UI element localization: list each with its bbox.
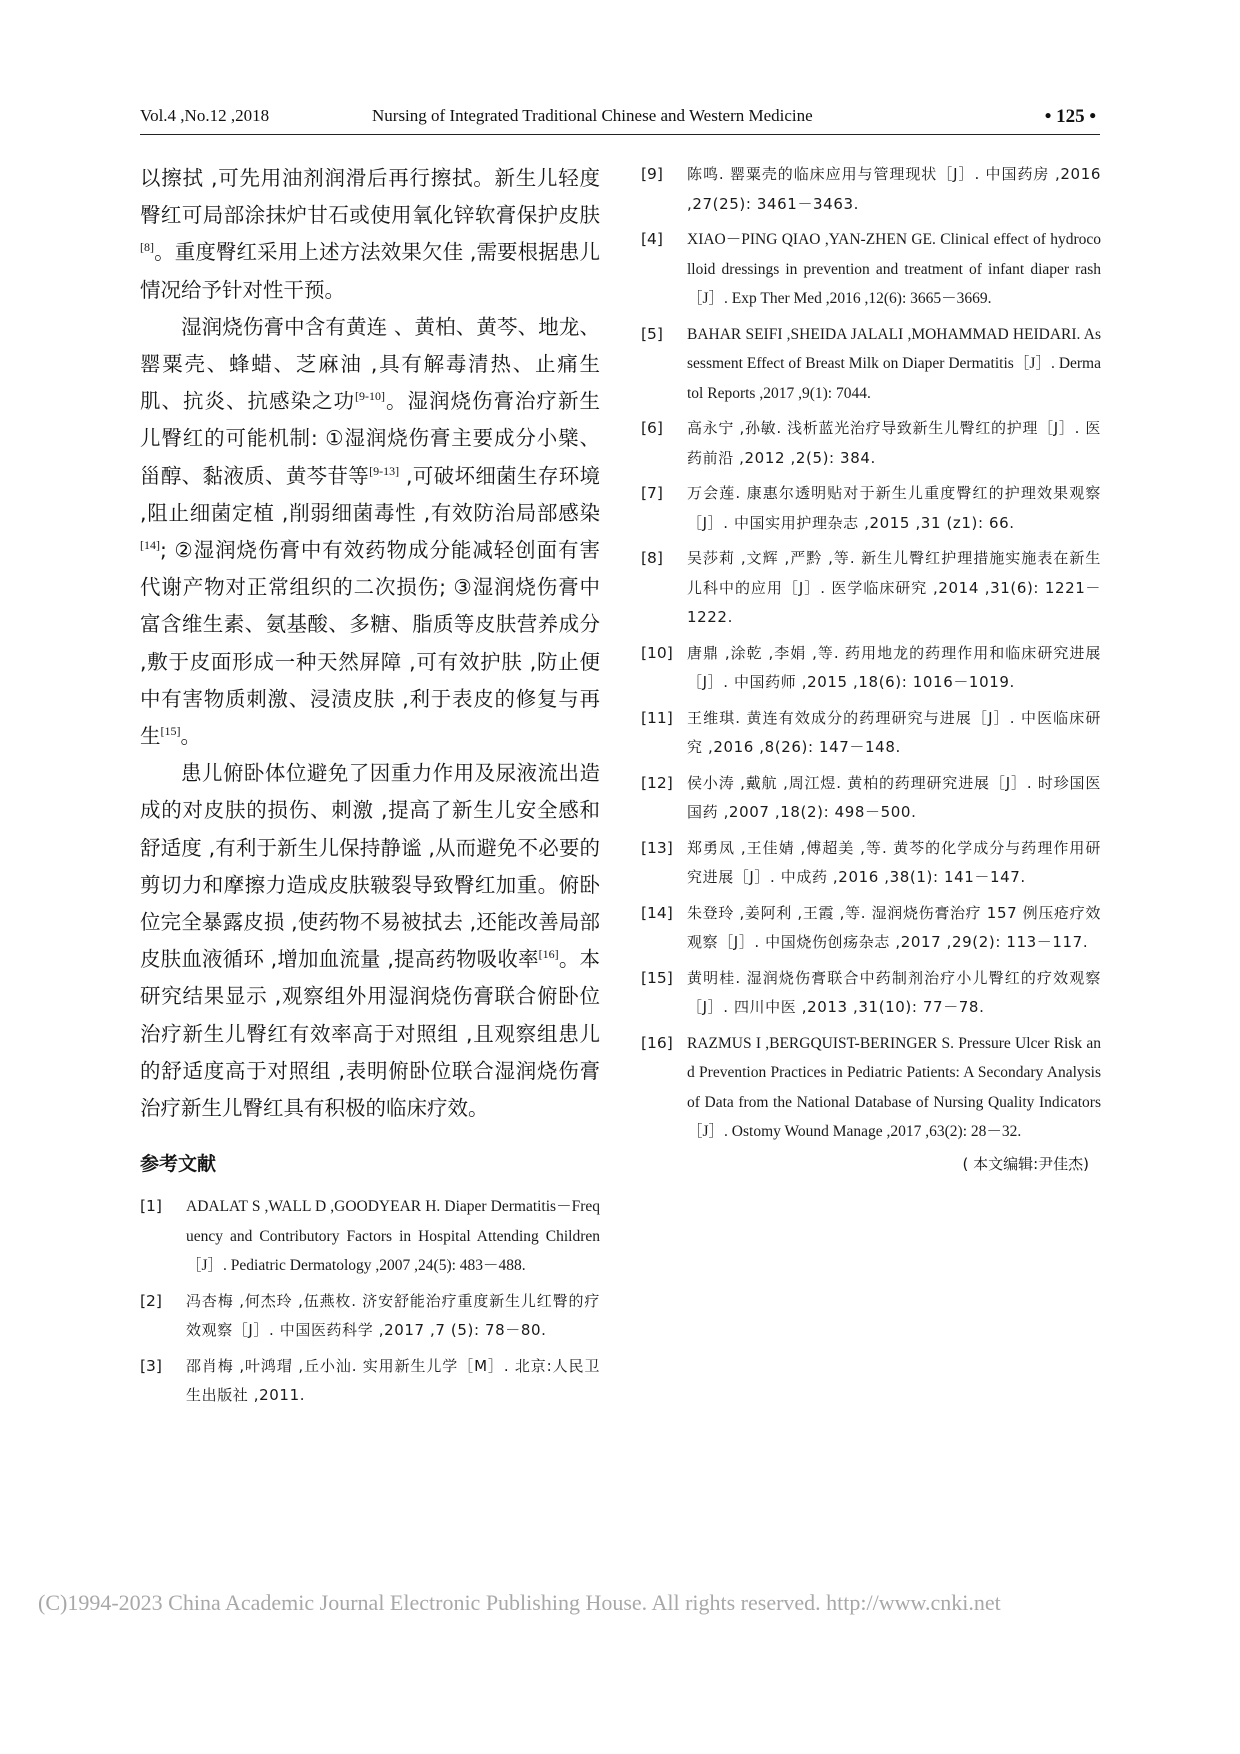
- reference-number: [13]: [641, 838, 673, 857]
- reference-text: 陈鸣. 罂粟壳的临床应用与管理现状［J］. 中国药房 ,2016 ,27(25): 3461－3463.: [687, 165, 1101, 213]
- reference-item: [641, 414, 1101, 473]
- reference-number: [12]: [641, 773, 673, 792]
- reference-number: [9]: [641, 165, 663, 183]
- reference-text: 朱登玲 ,姜阿利 ,王霞 ,等. 湿润烧伤膏治疗 157 例压疮疗效观察［J］. 中国烧伤创疡杂志 ,2017 ,29(2): 113－117.: [687, 903, 1101, 951]
- reference-text: 侯小涛 ,戴航 ,周江煜. 黄柏的药理研究进展［J］. 时珍国医国药 ,2007 ,18(2): 498－500.: [687, 773, 1101, 821]
- editor-note: ( 本文编辑:尹佳杰): [962, 1154, 1089, 1173]
- citation: [9-13]: [369, 463, 400, 478]
- reference-item: [641, 899, 1101, 958]
- reference-number: [16]: [641, 1033, 673, 1052]
- body-paragraph-1: 以擦拭 ,可先用油剂润滑后再行擦拭。新生儿轻度臀红可局部涂抹炉甘石或使用氧化锌软膏保护皮肤[8]。重度臀红采用上述方法效果欠佳 ,需要根据患儿情况给予针对性干预。: [140, 166, 600, 302]
- left-column: [140, 160, 600, 1417]
- reference-number: [15]: [641, 968, 673, 987]
- journal-title: Nursing of Integrated Traditional Chinese and Western Medicine: [372, 106, 813, 125]
- body-paragraph-2: 湿润烧伤膏中含有黄连 、黄柏、黄芩、地龙、罂粟壳、蜂蜡、芝麻油 ,具有解毒清热、止痛生肌、抗炎、抗感染之功[9-10]。湿润烧伤膏治疗新生儿臀红的可能机制: ①湿润烧伤膏主要成分小檗、甾醇、黏液质、黄芩苷等[9-13] ,可破坏细菌生存环境 ,阻止细菌定植 ,削弱细菌毒性 ,有效防治局部感染[14]; ②湿润烧伤膏中有效药物成分能减轻创面有害代谢产物对正常组织的二次损伤; ③湿润烧伤膏中富含维生素、氨基酸、多糖、脂质等皮肤营养成分 ,敷于皮面形成一种天然屏障 ,可有效护肤 ,防止便中有害物质刺激、浸渍皮肤 ,利于表皮的修复与再生[15]。: [140, 314, 600, 749]
- reference-list-left: [140, 1192, 600, 1411]
- reference-item: [641, 160, 1101, 219]
- reference-item: [641, 320, 1101, 409]
- reference-number: [8]: [641, 549, 663, 567]
- reference-list-right: [641, 160, 1101, 1147]
- reference-text: 郑勇凤 ,王佳婧 ,傅超美 ,等. 黄芩的化学成分与药理作用研究进展［J］. 中成药 ,2016 ,38(1): 141－147.: [687, 838, 1101, 886]
- reference-text: 唐鼎 ,涂乾 ,李娟 ,等. 药用地龙的药理作用和临床研究进展［J］. 中国药师 ,2015 ,18(6): 1016－1019.: [687, 643, 1101, 691]
- copyright-footer: (C)1994-2023 China Academic Journal Electronic Publishing House. All rights reserved. http://www.cnki.net: [38, 1590, 1001, 1615]
- reference-item: [641, 544, 1101, 633]
- reference-item: [641, 964, 1101, 1023]
- reference-item: [140, 1287, 600, 1346]
- running-header: [140, 100, 1100, 135]
- reference-item: [641, 225, 1101, 314]
- citation: [8]: [140, 240, 154, 255]
- reference-text: 王维琪. 黄连有效成分的药理研究与进展［J］. 中医临床研究 ,2016 ,8(26): 147－148.: [687, 708, 1101, 756]
- reference-text: 吴莎莉 ,文辉 ,严黔 ,等. 新生儿臀红护理措施实施表在新生儿科中的应用［J］. 医学临床研究 ,2014 ,31(6): 1221－1222.: [687, 549, 1101, 626]
- references-heading: 参考文献: [140, 1153, 217, 1176]
- citation: [14]: [140, 538, 160, 553]
- citation: [15]: [160, 724, 181, 739]
- reference-text: 黄明桂. 湿润烧伤膏联合中药制剂治疗小儿臀红的疗效观察［J］. 四川中医 ,2013 ,31(10): 77－78.: [687, 968, 1101, 1016]
- reference-number: [3]: [140, 1356, 162, 1375]
- reference-text: ADALAT S ,WALL D ,GOODYEAR H. Diaper Dermatitis－Frequency and Contributory Factors in Hospital Attending Children［J］. Pediatric Dermatology ,2007 ,24(5): 483－488.: [186, 1198, 600, 1275]
- reference-text: 冯杏梅 ,何杰玲 ,伍燕枚. 济安舒能治疗重度新生儿红臀的疗效观察［J］. 中国医药科学 ,2017 ,7 (5): 78－80.: [186, 1291, 600, 1340]
- body-paragraph-3: 患儿俯卧体位避免了因重力作用及尿液流出造成的对皮肤的损伤、刺激 ,提高了新生儿安全感和舒适度 ,有利于新生儿保持静谧 ,从而避免不必要的剪切力和摩擦力造成皮肤皲裂导致臀红加重。俯卧位完全暴露皮损 ,使药物不易被拭去 ,还能改善局部皮肤血液循环 ,增加血流量 ,提高药物吸收率[16]。本研究结果显示 ,观察组外用湿润烧伤膏联合俯卧位治疗新生儿臀红有效率高于对照组 ,且观察组患儿的舒适度高于对照组 ,表明俯卧位联合湿润烧伤膏治疗新生儿臀红具有积极的临床疗效。: [140, 761, 600, 1121]
- reference-item: [641, 479, 1101, 538]
- reference-text: 邵肖梅 ,叶鸿瑁 ,丘小汕. 实用新生儿学［M］. 北京:人民卫生出版社 ,2011.: [186, 1356, 600, 1405]
- reference-item: [641, 1029, 1101, 1147]
- reference-number: [6]: [641, 419, 663, 437]
- reference-item: [641, 639, 1101, 698]
- reference-text: 高永宁 ,孙敏. 浅析蓝光治疗导致新生儿臀红的护理［J］. 医药前沿 ,2012 ,2(5): 384.: [687, 419, 1101, 467]
- right-column: [641, 160, 1101, 1174]
- reference-item: [140, 1192, 600, 1281]
- citation: [16]: [538, 947, 559, 962]
- page-number: • 125 •: [1044, 106, 1096, 127]
- reference-number: [10]: [641, 643, 673, 662]
- volume-issue: Vol.4 ,No.12 ,2018: [140, 106, 270, 125]
- reference-number: [14]: [641, 903, 673, 922]
- reference-text: RAZMUS I ,BERGQUIST-BERINGER S. Pressure Ulcer Risk and Prevention Practices in Pediatric Patients: A Secondary Analysis of Data from the National Database of Nursing Quality Indicators［J］. Ostomy Wound Manage ,2017 ,63(2): 28－32.: [687, 1034, 1101, 1140]
- reference-item: [140, 1352, 600, 1411]
- reference-text: XIAO－PING QIAO ,YAN-ZHEN GE. Clinical effect of hydrocolloid dressings in prevention and treatment of infant diaper rash［J］. Exp Ther Med ,2016 ,12(6): 3665－3669.: [687, 231, 1101, 307]
- reference-number: [2]: [140, 1291, 162, 1310]
- reference-item: [641, 704, 1101, 763]
- reference-number: [4]: [641, 230, 663, 248]
- reference-number: [5]: [641, 324, 663, 343]
- reference-item: [641, 769, 1101, 828]
- reference-text: 万会莲. 康惠尔透明贴对于新生儿重度臀红的护理效果观察［J］. 中国实用护理杂志 ,2015 ,31 (z1): 66.: [687, 484, 1101, 532]
- reference-number: [1]: [140, 1197, 162, 1216]
- reference-number: [7]: [641, 484, 663, 502]
- reference-text: BAHAR SEIFI ,SHEIDA JALALI ,MOHAMMAD HEIDARI. Assessment Effect of Breast Milk on Diaper Dermatitis［J］. Dermatol Reports ,2017 ,9(1): 7044.: [687, 325, 1101, 402]
- reference-number: [11]: [641, 708, 673, 727]
- citation: [9-10]: [355, 389, 385, 404]
- reference-item: [641, 834, 1101, 893]
